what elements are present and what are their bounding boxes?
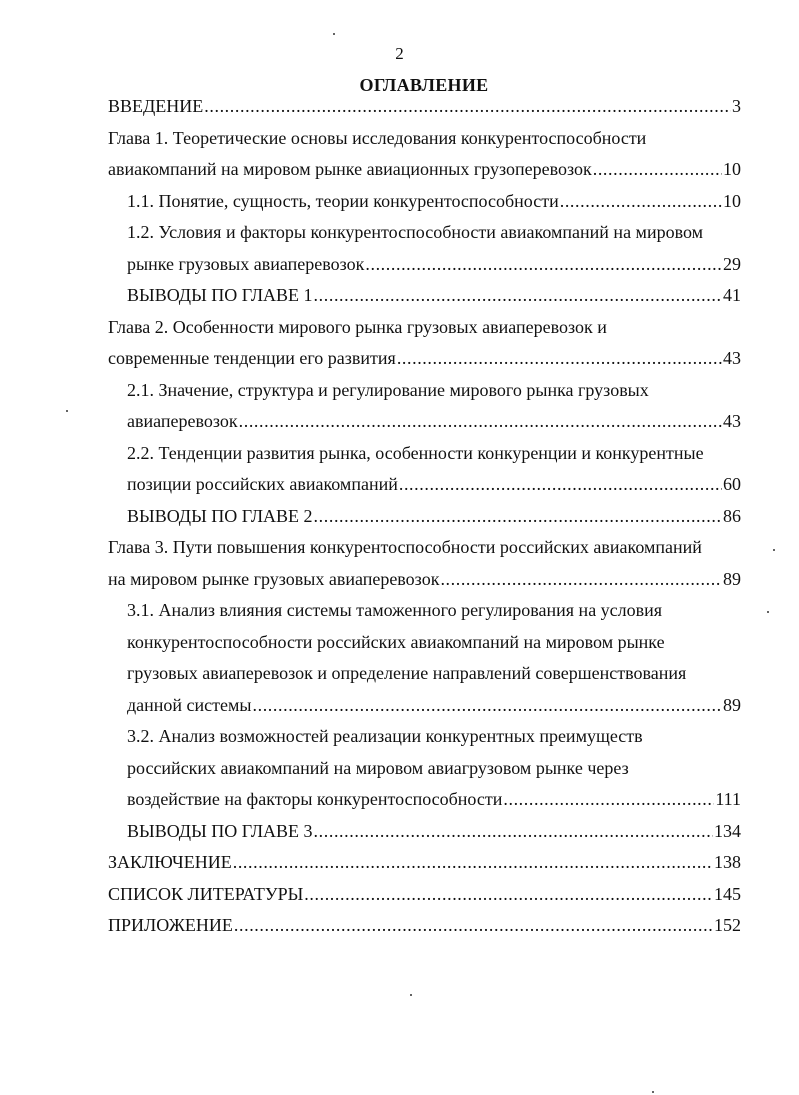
toc-page-number: 10	[723, 159, 741, 179]
toc-page-number: 152	[714, 915, 741, 935]
toc-entry-text: 3.1. Анализ влияния системы таможенного регулирования на условия	[127, 600, 663, 620]
toc-entry-section-3-2	[108, 721, 741, 816]
scan-speck	[333, 33, 335, 35]
dot-leader	[233, 847, 713, 879]
toc-entry-text: СПИСОК ЛИТЕРАТУРЫ	[108, 883, 304, 904]
toc-entry-section-1-1	[108, 186, 741, 218]
dot-leader	[304, 879, 713, 911]
table-of-contents	[108, 91, 741, 942]
toc-entry-text: грузовых авиаперевозок и определение направлений совершенствования	[127, 663, 687, 683]
toc-page-number: 43	[723, 348, 741, 368]
scan-speck	[410, 994, 412, 996]
toc-entry-text: ВЫВОДЫ ПО ГЛАВЕ 2	[127, 505, 313, 526]
toc-entry-text: данной системы	[127, 694, 252, 715]
toc-entry-section-2-2	[108, 438, 741, 501]
toc-entry-text: 2.1. Значение, структура и регулирование мирового рынка грузовых	[127, 379, 649, 400]
toc-entry-text: ПРИЛОЖЕНИЕ	[108, 915, 233, 935]
toc-entry-text: 2.2. Тенденции развития рынка, особенности конкуренции и конкурентные	[127, 442, 704, 463]
dot-leader	[239, 406, 722, 438]
dot-leader	[204, 91, 731, 123]
toc-entry-text: Глава 1. Теоретические основы исследования конкурентоспособности	[108, 127, 647, 148]
dot-leader	[365, 249, 722, 281]
toc-page-number: 138	[714, 852, 741, 872]
toc-page-number: 41	[723, 285, 741, 305]
dot-leader	[399, 469, 722, 501]
toc-page-number: 3	[732, 96, 741, 116]
toc-entry-chapter-2	[108, 312, 741, 375]
scan-speck	[652, 1091, 654, 1093]
toc-entry-text: авиаперевозок	[127, 411, 238, 431]
toc-page-number: 145	[714, 883, 741, 904]
toc-entry-text: российских авиакомпаний на мировом авиагрузовом рынке через	[127, 757, 629, 778]
toc-entry-text: воздействие на факторы конкурентоспособности	[127, 789, 503, 809]
scan-speck	[66, 410, 68, 412]
toc-entry-text: позиции российских авиакомпаний	[127, 474, 398, 494]
toc-page-number: 134	[714, 820, 741, 841]
toc-entry-conclusions-chapter-3	[108, 816, 741, 848]
toc-entry-conclusions-chapter-2	[108, 501, 741, 533]
toc-entry-text: ВЫВОДЫ ПО ГЛАВЕ 3	[127, 820, 313, 841]
toc-page-number: 86	[723, 505, 741, 526]
dot-leader	[397, 343, 722, 375]
scan-speck	[773, 549, 775, 551]
toc-entry-section-3-1	[108, 595, 741, 721]
toc-entry-text: рынке грузовых авиаперевозок	[127, 253, 365, 274]
toc-page-number: 10	[723, 190, 741, 211]
toc-entry-text: Глава 2. Особенности мирового рынка грузовых авиаперевозок и	[108, 316, 607, 337]
toc-entry-chapter-1	[108, 123, 741, 186]
toc-entry-chapter-3	[108, 532, 741, 595]
toc-entry-conclusion	[108, 847, 741, 879]
dot-leader	[314, 501, 722, 533]
toc-page-number: 111	[715, 789, 741, 809]
dot-leader	[560, 186, 722, 218]
toc-title: ОГЛАВЛЕНИЕ	[359, 75, 489, 95]
toc-entry-text: 3.2. Анализ возможностей реализации конкурентных преимуществ	[127, 726, 643, 746]
dot-leader	[440, 564, 722, 596]
toc-page-number: 89	[723, 568, 741, 589]
scan-speck	[767, 611, 769, 613]
toc-entry-section-1-2	[108, 217, 741, 280]
toc-entry-conclusions-chapter-1	[108, 280, 741, 312]
toc-entry-text: современные тенденции его развития	[108, 348, 396, 368]
dot-leader	[593, 154, 722, 186]
toc-page-number: 89	[723, 694, 741, 715]
dot-leader	[253, 690, 723, 722]
toc-entry-text: ВВЕДЕНИЕ	[108, 96, 204, 116]
toc-page-number: 60	[723, 474, 741, 494]
toc-entry-text: авиакомпаний на мировом рынке авиационных грузоперевозок	[108, 159, 592, 179]
toc-page-number: 43	[723, 411, 741, 431]
toc-entry-introduction	[108, 91, 741, 123]
toc-entry-bibliography	[108, 879, 741, 911]
toc-entry-text: ВЫВОДЫ ПО ГЛАВЕ 1	[127, 285, 313, 305]
toc-entry-text: Глава 3. Пути повышения конкурентоспособности российских авиакомпаний	[108, 537, 702, 557]
toc-entry-text: 1.1. Понятие, сущность, теории конкурентоспособности	[127, 190, 559, 211]
toc-entry-section-2-1	[108, 375, 741, 438]
toc-entry-appendix	[108, 910, 741, 942]
dot-leader	[314, 280, 722, 312]
dot-leader	[503, 784, 714, 816]
dot-leader	[234, 910, 713, 942]
toc-entry-text: конкурентоспособности российских авиакомпаний на мировом рынке	[127, 631, 665, 652]
page-number: 2	[395, 44, 404, 63]
toc-entry-text: 1.2. Условия и факторы конкурентоспособности авиакомпаний на мировом	[127, 222, 703, 242]
toc-entry-text: на мировом рынке грузовых авиаперевозок	[108, 568, 440, 589]
toc-entry-text: ЗАКЛЮЧЕНИЕ	[108, 852, 232, 872]
dot-leader	[314, 816, 713, 848]
toc-page-number: 29	[723, 253, 741, 274]
